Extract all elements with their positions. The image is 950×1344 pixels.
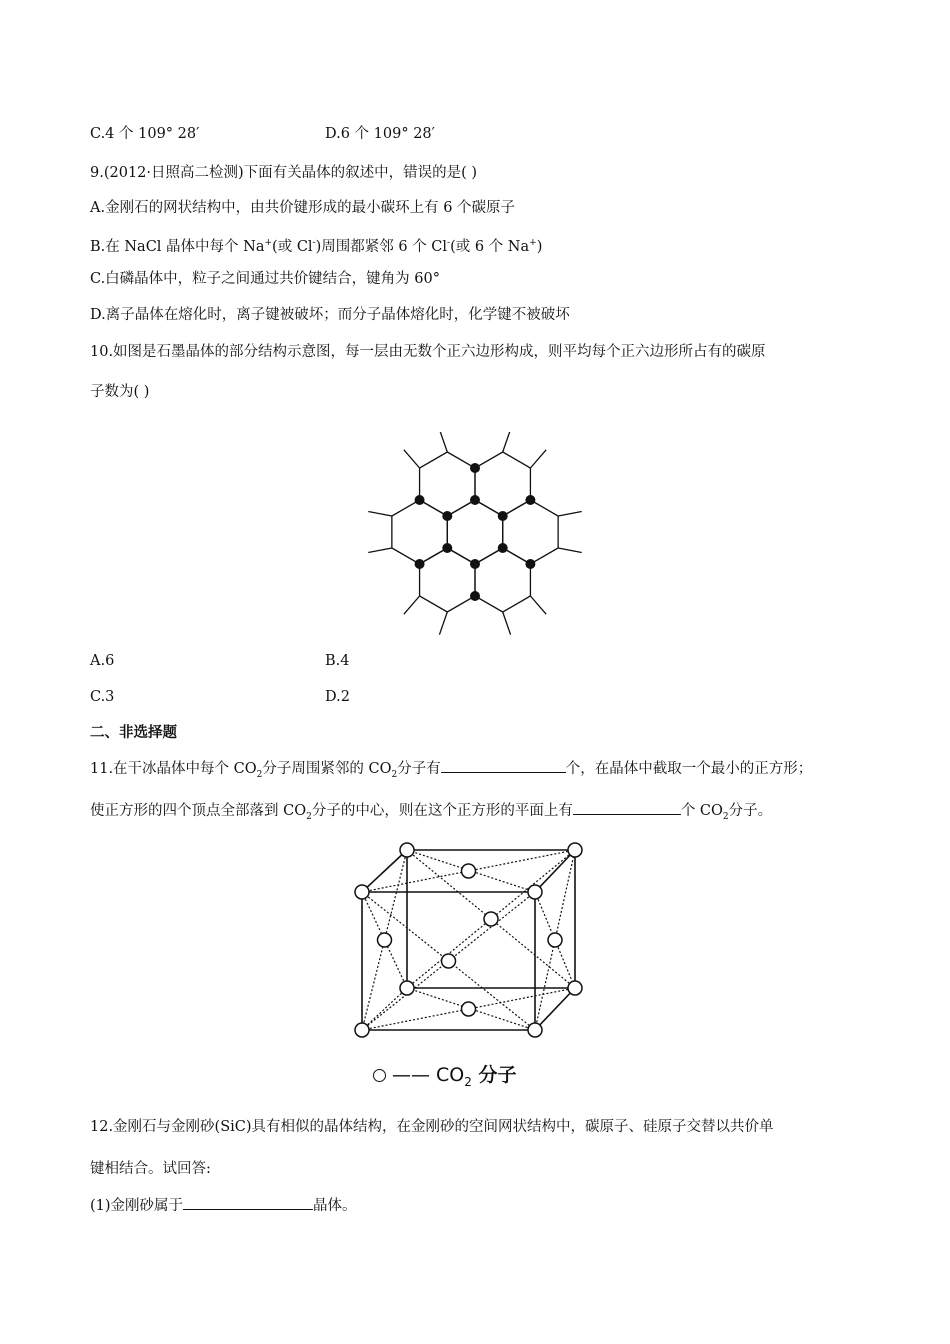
dangling-bond (503, 432, 511, 452)
co2-molecule (528, 885, 542, 899)
co2-molecule (548, 933, 562, 947)
carbon-atom (442, 543, 452, 553)
co2-molecule (528, 1023, 542, 1037)
q11-text: 个，在晶体中截取一个最小的正方形； (565, 761, 813, 777)
q9-option-b (90, 233, 542, 257)
answer-blank[interactable] (183, 1195, 313, 1210)
carbon-atom (525, 495, 535, 505)
q11-line2 (90, 800, 772, 827)
q8-option-c: C.4 个 109° 28′ (90, 126, 200, 142)
hexagon-ring (447, 500, 502, 564)
q10-stem-line1: 10.如图是石墨晶体的部分结构示意图，每一层由无数个正六边形构成，则平均每个正六边形所占有的碳原 (90, 344, 766, 360)
hexagon-ring (475, 548, 530, 612)
subscript: 2 (306, 811, 312, 822)
carbon-atom (415, 559, 425, 569)
q9-option-a: A.金刚石的网状结构中，由共价键形成的最小碳环上有 6 个碳原子 (90, 200, 516, 216)
answer-blank[interactable] (573, 800, 681, 815)
co2-molecule (568, 981, 582, 995)
dangling-bond (530, 596, 546, 614)
q9-option-b-text: (或 Cl (272, 238, 313, 255)
co2-molecules (355, 843, 582, 1037)
subscript: 2 (464, 1074, 472, 1089)
q11-text: 11.在干冰晶体中每个 CO (90, 761, 257, 777)
hexagon-ring (420, 548, 475, 612)
co2-molecule (484, 912, 498, 926)
co2-molecule (355, 885, 369, 899)
co2-molecule (400, 843, 414, 857)
q9-option-b-text: B.在 NaCl 晶体中每个 Na (90, 238, 265, 255)
section-title: 二、非选择题 (90, 725, 177, 741)
graphite-structure-figure (355, 432, 595, 637)
q11-text: 分子。 (728, 803, 773, 819)
q8-option-d: D.6 个 109° 28′ (325, 126, 435, 142)
answer-blank[interactable] (441, 758, 566, 773)
legend-text: —— CO (392, 1064, 465, 1086)
dangling-bond (503, 612, 511, 635)
q12-line2: 键相结合。试回答: (90, 1161, 211, 1177)
q11-text: 个 CO (680, 803, 723, 819)
hexagon-ring (420, 452, 475, 516)
hexagon-ring (392, 500, 447, 564)
q11-text: 使正方形的四个顶点全部落到 CO (90, 803, 307, 819)
q9-option-d: D.离子晶体在熔化时，离子键被破坏；而分子晶体熔化时，化学键不被破坏 (90, 307, 570, 323)
charge-sup: - (312, 238, 316, 248)
q9-option-c: C.白磷晶体中，粒子之间通过共价键结合，键角为 60° (90, 271, 440, 287)
subscript: 2 (722, 811, 729, 822)
co2-molecule (462, 864, 476, 878)
carbon-atom (470, 591, 480, 601)
q12-sub1 (90, 1195, 357, 1216)
q10-option-d: D.2 (325, 689, 350, 705)
dangling-bond (558, 548, 582, 553)
co2-molecule (568, 843, 582, 857)
carbon-atom (498, 511, 508, 521)
hidden-edge (362, 988, 407, 1030)
q9-option-b-text: )周围都紧邻 6 个 Cl (315, 238, 448, 255)
carbon-atom (470, 495, 480, 505)
q9-stem: 9.(2012·日照高二检测)下面有关晶体的叙述中，错误的是( ) (90, 165, 478, 181)
co2-molecule (462, 1002, 476, 1016)
figure-legend (373, 1060, 517, 1089)
legend-text: 分子 (471, 1064, 517, 1086)
dangling-bond (404, 596, 420, 614)
dangling-bond (558, 511, 582, 516)
dangling-bond (368, 548, 392, 553)
subscript: 2 (256, 769, 263, 780)
dangling-bond (439, 612, 447, 635)
q10-option-a: A.6 (90, 653, 115, 669)
cube-edge (535, 850, 575, 892)
charge-sup: + (264, 238, 273, 248)
dangling-bond (404, 450, 420, 468)
co2-molecule (400, 981, 414, 995)
q10-option-b: B.4 (325, 653, 350, 669)
q11-text: 分子的中心，则在这个正方形的平面上有 (311, 803, 573, 819)
q12-text: 晶体。 (313, 1198, 357, 1214)
co2-molecule (355, 1023, 369, 1037)
q12-line1: 12.金刚石与金刚砂(SiC)具有相似的晶体结构，在金刚砂的空间网状结构中，碳原子、硅原子交替以共价单 (90, 1119, 774, 1135)
charge-sup: + (529, 238, 537, 248)
q9-option-b-text: ) (536, 238, 543, 255)
carbon-atom (470, 463, 480, 473)
q11-text: 分子周围紧邻的 CO (262, 761, 392, 777)
carbon-atom (498, 543, 508, 553)
co2-molecule (442, 954, 456, 968)
hexagon-ring (475, 452, 530, 516)
graphite-bonds (368, 432, 581, 635)
charge-sup: - (447, 238, 451, 248)
q9-option-b-text: (或 6 个 Na (450, 238, 530, 255)
carbon-atom (415, 495, 425, 505)
q11-text: 分子有 (397, 761, 441, 777)
dry-ice-unit-cell-figure (350, 842, 590, 1047)
q12-text: (1)金刚砂属于 (90, 1198, 184, 1214)
co2-molecule (378, 933, 392, 947)
q10-stem-line2: 子数为( ) (90, 384, 150, 400)
cube-edge (535, 988, 575, 1030)
carbon-atom (525, 559, 535, 569)
carbon-atom (442, 511, 452, 521)
hexagon-ring (503, 500, 558, 564)
circle-icon (373, 1069, 386, 1082)
q10-option-c: C.3 (90, 689, 115, 705)
q11-line1 (90, 758, 812, 785)
dangling-bond (439, 432, 447, 452)
cube-edge (362, 850, 407, 892)
dangling-bond (530, 450, 546, 468)
subscript: 2 (391, 769, 398, 780)
dangling-bond (368, 511, 392, 516)
carbon-atom (470, 559, 480, 569)
